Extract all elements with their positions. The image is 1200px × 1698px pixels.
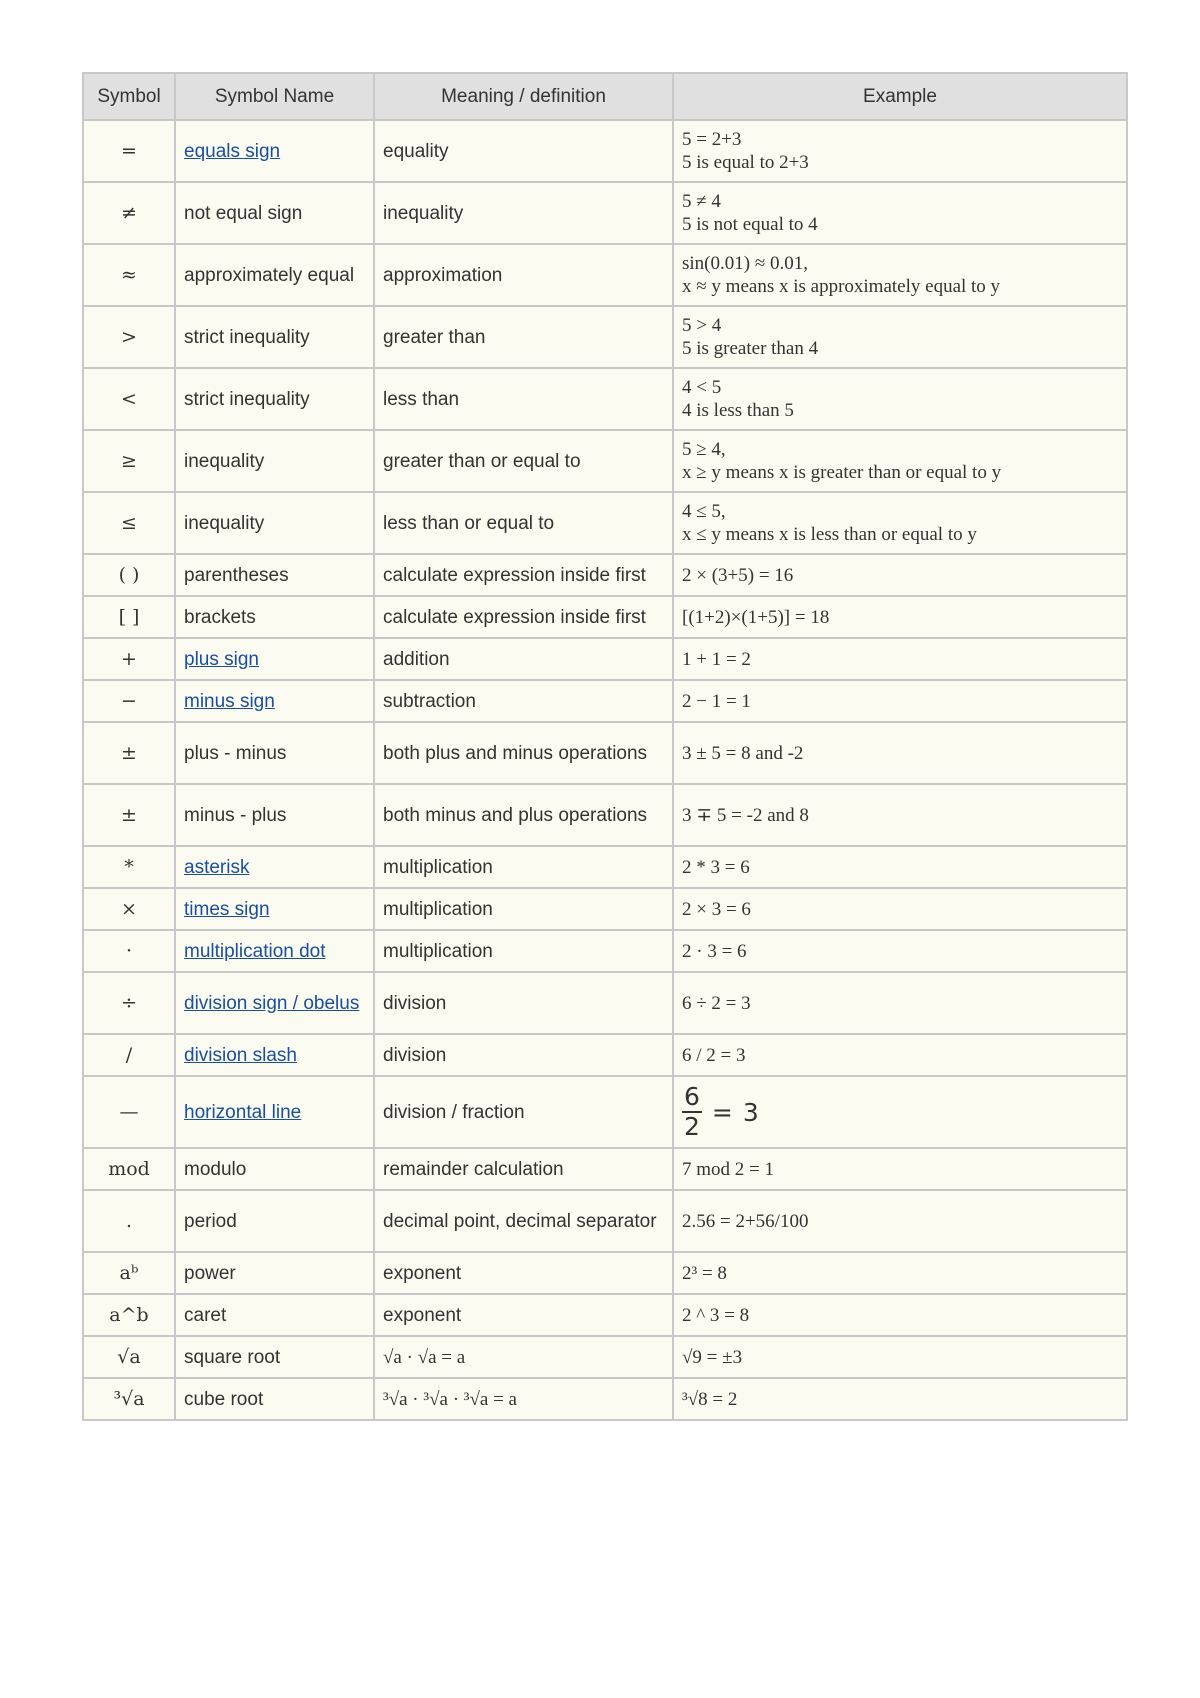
meaning-cell: remainder calculation xyxy=(374,1148,673,1190)
symbol-name-cell: plus - minus xyxy=(175,722,374,784)
example-line: 4 < 5 xyxy=(682,377,722,398)
header-example: Example xyxy=(673,73,1127,120)
meaning-cell: calculate expression inside first xyxy=(374,596,673,638)
example-line: x ≥ y means x is greater than or equal to y xyxy=(682,462,1002,483)
header-symbol: Symbol xyxy=(83,73,175,120)
example-cell xyxy=(673,1076,1127,1148)
symbol-name-cell xyxy=(175,638,374,680)
example-line: ³√8 = 2 xyxy=(682,1388,738,1410)
example-line: 2.56 = 2+56/100 xyxy=(682,1210,809,1232)
example-cell xyxy=(673,930,1127,972)
meaning-cell: approximation xyxy=(374,244,673,306)
example-line: √9 = ±3 xyxy=(682,1346,743,1368)
example-line: 5 = 2+3 xyxy=(682,129,742,150)
symbol-name-link[interactable]: horizontal line xyxy=(184,1101,302,1123)
symbol-name-cell xyxy=(175,1076,374,1148)
example-line: 2 * 3 = 6 xyxy=(682,856,750,878)
example-cell xyxy=(673,972,1127,1034)
meaning-cell: exponent xyxy=(374,1294,673,1336)
symbol-cell: = xyxy=(83,120,175,182)
symbol-cell: ÷ xyxy=(83,972,175,1034)
table-row xyxy=(83,1252,1127,1294)
table-row xyxy=(83,930,1127,972)
fraction-denominator: 2 xyxy=(684,1112,700,1141)
symbol-name-cell: modulo xyxy=(175,1148,374,1190)
meaning-cell: multiplication xyxy=(374,846,673,888)
example-line: 3 ∓ 5 = -2 and 8 xyxy=(682,804,809,826)
example-cell xyxy=(673,1190,1127,1252)
example-line: 4 is less than 5 xyxy=(682,400,794,421)
meaning-cell: both plus and minus operations xyxy=(374,722,673,784)
meaning-cell: subtraction xyxy=(374,680,673,722)
table-row xyxy=(83,492,1127,554)
example-cell xyxy=(673,182,1127,244)
example-cell xyxy=(673,680,1127,722)
table-header-row xyxy=(83,73,1127,120)
table-row xyxy=(83,1034,1127,1076)
table-row xyxy=(83,1190,1127,1252)
meaning-cell: calculate expression inside first xyxy=(374,554,673,596)
table-row xyxy=(83,972,1127,1034)
meaning-cell: exponent xyxy=(374,1252,673,1294)
table-row xyxy=(83,430,1127,492)
example-cell xyxy=(673,638,1127,680)
meaning-cell: decimal point, decimal separator xyxy=(374,1190,673,1252)
example-cell xyxy=(673,1378,1127,1420)
example-line: 2 ^ 3 = 8 xyxy=(682,1304,750,1326)
table-row xyxy=(83,784,1127,846)
symbol-cell: − xyxy=(83,680,175,722)
table-row xyxy=(83,1378,1127,1420)
example-line: 5 is greater than 4 xyxy=(682,338,819,359)
table-row xyxy=(83,182,1127,244)
symbol-cell: a^b xyxy=(83,1294,175,1336)
example-cell xyxy=(673,120,1127,182)
example-line: 6 / 2 = 3 xyxy=(682,1044,746,1066)
symbol-cell: < xyxy=(83,368,175,430)
example-cell xyxy=(673,368,1127,430)
table-row xyxy=(83,888,1127,930)
example-line: 7 mod 2 = 1 xyxy=(682,1158,774,1180)
symbol-cell: . xyxy=(83,1190,175,1252)
meaning-cell: inequality xyxy=(374,182,673,244)
symbol-cell: [ ] xyxy=(83,596,175,638)
example-cell xyxy=(673,784,1127,846)
symbol-cell: ³√a xyxy=(83,1378,175,1420)
symbol-cell: ≥ xyxy=(83,430,175,492)
symbol-name-cell: parentheses xyxy=(175,554,374,596)
example-cell xyxy=(673,888,1127,930)
table-row xyxy=(83,846,1127,888)
symbol-name-link[interactable]: times sign xyxy=(184,898,270,920)
table-row xyxy=(83,1294,1127,1336)
symbol-name-cell xyxy=(175,846,374,888)
example-line: x ≈ y means x is approximately equal to y xyxy=(682,276,1001,297)
symbol-name-link[interactable]: minus sign xyxy=(184,690,275,712)
symbol-cell: / xyxy=(83,1034,175,1076)
symbol-name-cell: inequality xyxy=(175,492,374,554)
meaning-cell: equality xyxy=(374,120,673,182)
example-cell xyxy=(673,554,1127,596)
example-line: 4 ≤ 5, xyxy=(682,501,726,522)
example-line: 2 · 3 = 6 xyxy=(682,940,747,962)
example-cell xyxy=(673,1034,1127,1076)
symbol-cell: ( ) xyxy=(83,554,175,596)
example-line: 5 is equal to 2+3 xyxy=(682,152,809,173)
meaning-cell: multiplication xyxy=(374,888,673,930)
table-row xyxy=(83,638,1127,680)
example-line: 6 ÷ 2 = 3 xyxy=(682,992,751,1014)
symbol-cell: > xyxy=(83,306,175,368)
symbol-cell: ≠ xyxy=(83,182,175,244)
example-cell xyxy=(673,492,1127,554)
symbol-name-cell: power xyxy=(175,1252,374,1294)
symbol-cell: · xyxy=(83,930,175,972)
symbol-name-cell: not equal sign xyxy=(175,182,374,244)
table-row xyxy=(83,596,1127,638)
symbol-cell: aᵇ xyxy=(83,1252,175,1294)
header-symbol-name: Symbol Name xyxy=(175,73,374,120)
symbol-name-cell: minus - plus xyxy=(175,784,374,846)
fraction-example xyxy=(682,1083,759,1141)
symbol-cell: ± xyxy=(83,784,175,846)
meaning-cell: both minus and plus operations xyxy=(374,784,673,846)
symbol-name-cell xyxy=(175,888,374,930)
meaning-cell: less than xyxy=(374,368,673,430)
symbol-name-link[interactable]: asterisk xyxy=(184,856,250,878)
meaning-cell: greater than or equal to xyxy=(374,430,673,492)
symbol-cell: × xyxy=(83,888,175,930)
symbol-cell: √a xyxy=(83,1336,175,1378)
symbol-cell: ≤ xyxy=(83,492,175,554)
symbol-cell: ≈ xyxy=(83,244,175,306)
symbol-name-cell: approximately equal xyxy=(175,244,374,306)
meaning-cell: division xyxy=(374,972,673,1034)
example-cell xyxy=(673,596,1127,638)
symbol-name-cell: brackets xyxy=(175,596,374,638)
meaning-cell: multiplication xyxy=(374,930,673,972)
symbol-name-cell: square root xyxy=(175,1336,374,1378)
table-row xyxy=(83,554,1127,596)
table-row xyxy=(83,680,1127,722)
example-cell xyxy=(673,244,1127,306)
example-line: 5 is not equal to 4 xyxy=(682,214,818,235)
symbol-name-cell xyxy=(175,680,374,722)
example-line: 5 ≠ 4 xyxy=(682,191,721,212)
table-row xyxy=(83,722,1127,784)
table-row xyxy=(83,368,1127,430)
example-cell xyxy=(673,1252,1127,1294)
meaning-cell: addition xyxy=(374,638,673,680)
example-line: sin(0.01) ≈ 0.01, xyxy=(682,253,809,274)
page xyxy=(82,72,1126,1421)
meaning-cell: √a · √a = a xyxy=(374,1336,673,1378)
table-row xyxy=(83,1148,1127,1190)
symbol-name-cell: strict inequality xyxy=(175,368,374,430)
table-row xyxy=(83,1076,1127,1148)
symbol-name-cell xyxy=(175,120,374,182)
table-body xyxy=(83,120,1127,1420)
table-row xyxy=(83,306,1127,368)
example-cell xyxy=(673,1148,1127,1190)
symbol-name-link[interactable]: equals sign xyxy=(184,140,281,162)
meaning-cell: division xyxy=(374,1034,673,1076)
symbol-name-cell: cube root xyxy=(175,1378,374,1420)
example-cell xyxy=(673,1294,1127,1336)
symbol-name-link[interactable]: multiplication dot xyxy=(184,940,326,962)
example-line: 3 ± 5 = 8 and -2 xyxy=(682,742,804,764)
symbol-name-cell: period xyxy=(175,1190,374,1252)
example-cell xyxy=(673,846,1127,888)
meaning-cell: ³√a · ³√a · ³√a = a xyxy=(374,1378,673,1420)
header-meaning: Meaning / definition xyxy=(374,73,673,120)
meaning-cell: less than or equal to xyxy=(374,492,673,554)
fraction-numerator: 6 xyxy=(684,1082,700,1111)
symbol-name-cell xyxy=(175,1034,374,1076)
example-line: 2 × (3+5) = 16 xyxy=(682,564,794,586)
symbol-name-cell xyxy=(175,972,374,1034)
example-line: 5 > 4 xyxy=(682,315,722,336)
symbol-name-cell: inequality xyxy=(175,430,374,492)
symbol-name-link[interactable]: division sign / obelus xyxy=(184,992,360,1014)
meaning-cell: division / fraction xyxy=(374,1076,673,1148)
symbol-cell: — xyxy=(83,1076,175,1148)
symbol-cell: mod xyxy=(83,1148,175,1190)
example-cell xyxy=(673,306,1127,368)
symbol-name-link[interactable]: plus sign xyxy=(184,648,259,670)
example-line: x ≤ y means x is less than or equal to y xyxy=(682,524,977,545)
example-line: 1 + 1 = 2 xyxy=(682,648,751,670)
example-line: 2 − 1 = 1 xyxy=(682,690,751,712)
meaning-cell: greater than xyxy=(374,306,673,368)
symbol-cell: + xyxy=(83,638,175,680)
table-row xyxy=(83,244,1127,306)
symbol-name-link[interactable]: division slash xyxy=(184,1044,297,1066)
example-line: 5 ≥ 4, xyxy=(682,439,726,460)
symbol-name-cell: caret xyxy=(175,1294,374,1336)
table-row xyxy=(83,1336,1127,1378)
fraction xyxy=(682,1083,702,1141)
symbol-cell: * xyxy=(83,846,175,888)
example-line: 2³ = 8 xyxy=(682,1262,727,1284)
example-cell xyxy=(673,430,1127,492)
example-line: [(1+2)×(1+5)] = 18 xyxy=(682,606,830,628)
table-row xyxy=(83,120,1127,182)
equals-glyph: = xyxy=(711,1097,733,1127)
symbol-name-cell xyxy=(175,930,374,972)
fraction-result: 3 xyxy=(742,1097,759,1127)
symbol-name-cell: strict inequality xyxy=(175,306,374,368)
math-symbols-table xyxy=(82,72,1128,1421)
symbol-cell: ± xyxy=(83,722,175,784)
example-line: 2 × 3 = 6 xyxy=(682,898,751,920)
example-cell xyxy=(673,1336,1127,1378)
example-cell xyxy=(673,722,1127,784)
